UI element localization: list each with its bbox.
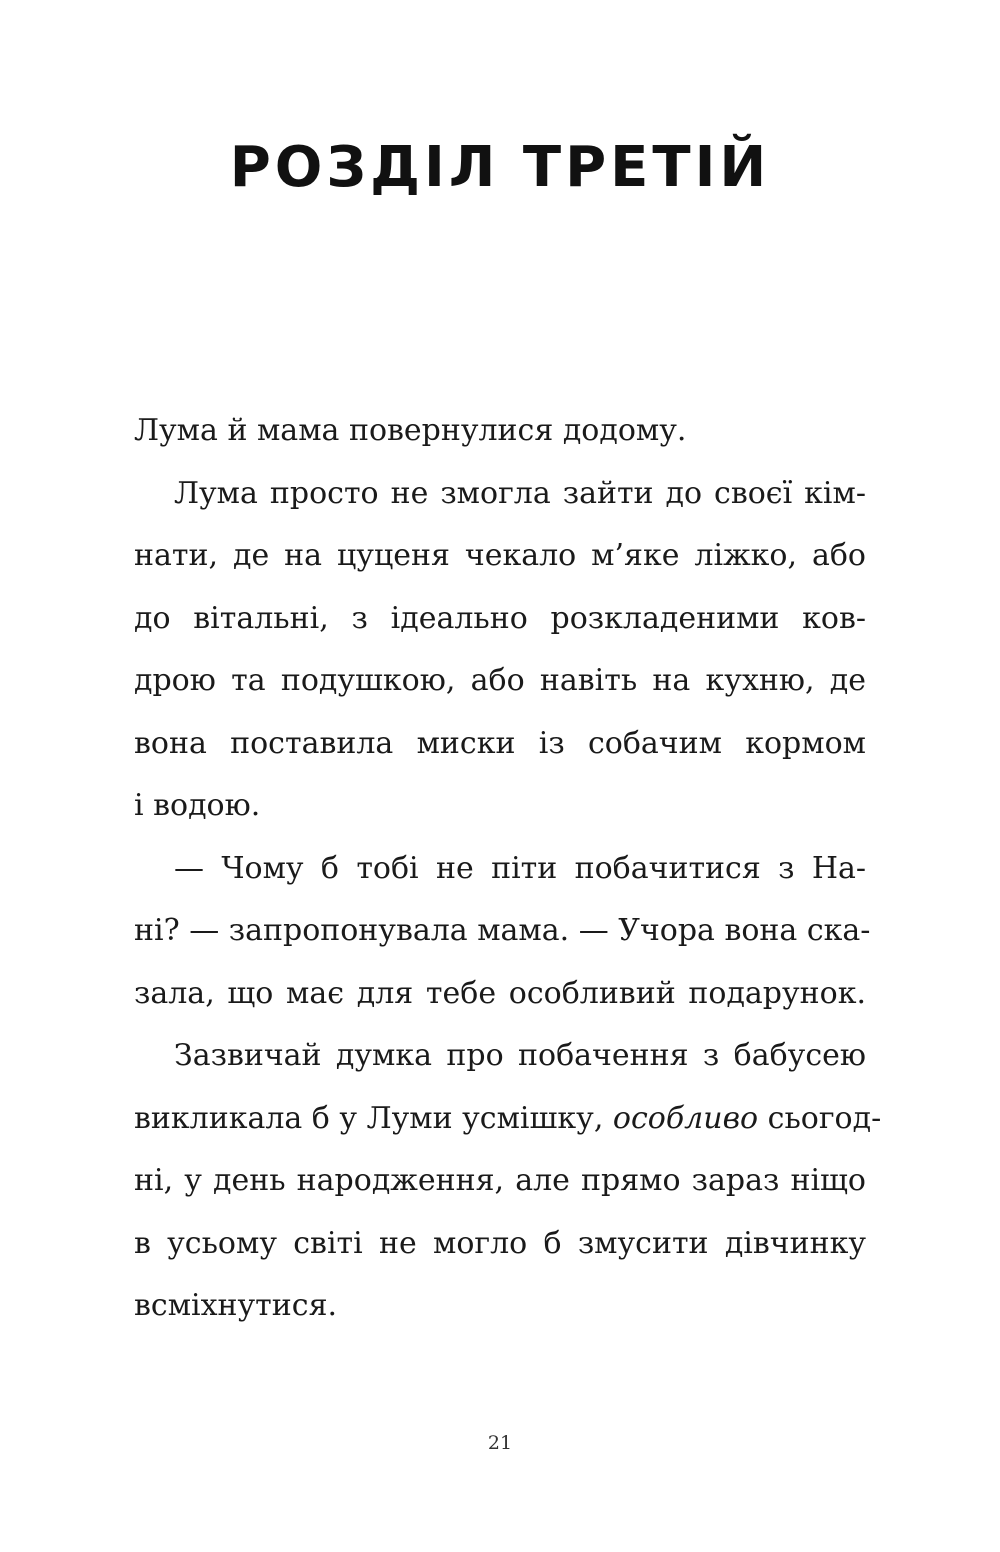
text-line: дрою та подушкою, або навіть на кухню, де xyxy=(134,663,866,698)
page-number: 21 xyxy=(487,1432,513,1454)
chapter-title: РОЗДІЛ ТРЕТІЙ xyxy=(229,135,771,200)
emphasis-word: особливо xyxy=(612,1100,759,1136)
text-line: Лума просто не змогла зайти до своєї кім- xyxy=(174,475,866,511)
text-segment: сьогод- xyxy=(767,1100,882,1136)
text-line-with-emphasis xyxy=(134,1088,882,1151)
text-line: всміхнутися. xyxy=(134,1288,338,1323)
text-line: ні? — запропонувала мама. — Учора вона ска- xyxy=(134,913,871,948)
text-line: в усьому світі не могло б змусити дівчинку xyxy=(134,1225,866,1261)
body-text xyxy=(134,400,882,1338)
text-line: Зазвичай думка про побачення з бабусею xyxy=(174,1038,866,1073)
text-line: до вітальні, з ідеально розкладеними ков- xyxy=(134,600,866,636)
text-line: і водою. xyxy=(134,788,261,823)
text-line: ні, у день народження, але прямо зараз ніщо xyxy=(134,1163,866,1198)
text-line: вона поставила миски із собачим кормом xyxy=(134,725,866,761)
text-line: Лума й мама повернулися додому. xyxy=(134,413,687,448)
text-segment: викликала б у Луми усмішку, xyxy=(134,1100,604,1136)
text-line: зала, що має для тебе особливий подарунок. xyxy=(134,975,866,1011)
text-line: — Чому б тобі не піти побачитися з На- xyxy=(174,850,866,886)
text-line: нати, де на цуценя чекало м’яке ліжко, або xyxy=(134,538,866,573)
